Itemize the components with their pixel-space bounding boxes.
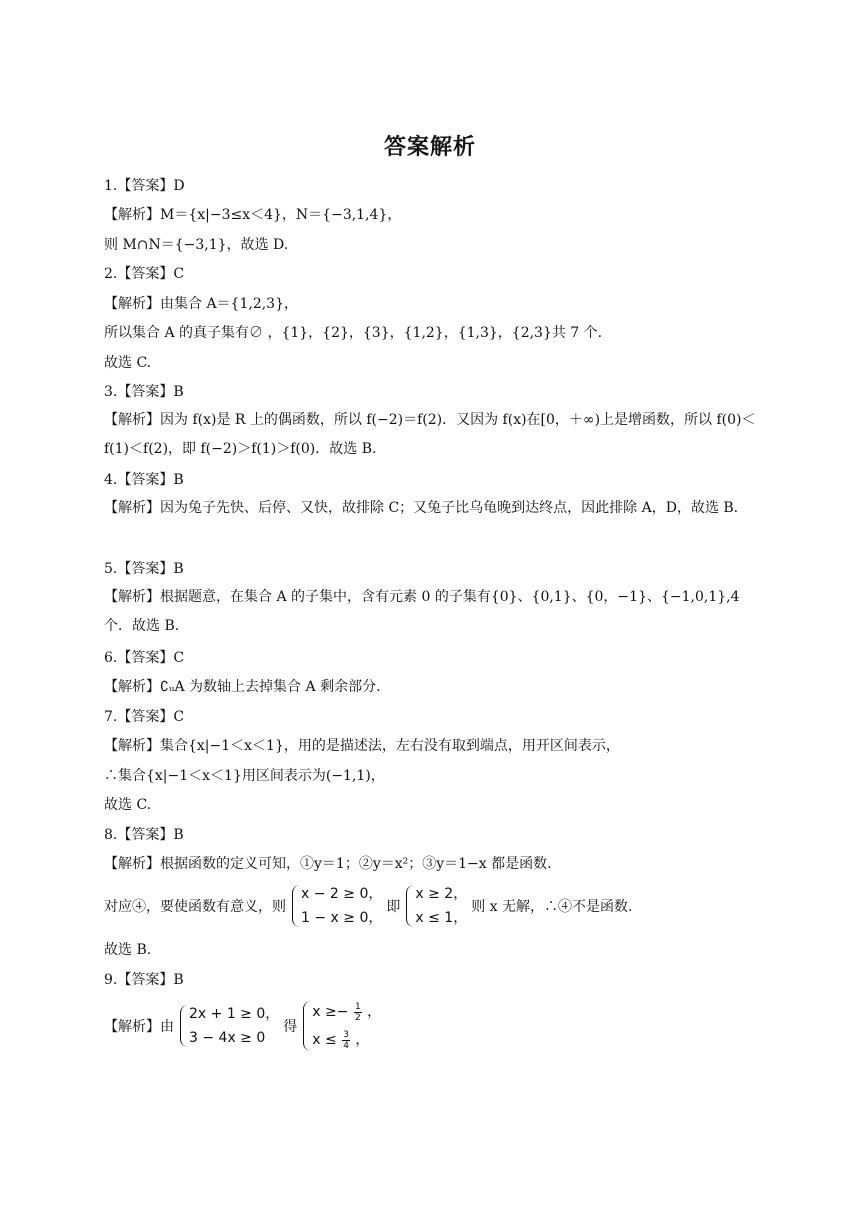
q9-system-line bbox=[104, 998, 385, 1054]
q8-sys1-row2: 1 − x ≥ 0， bbox=[301, 910, 383, 926]
fraction bbox=[342, 1030, 350, 1051]
q9-mid: 得 bbox=[283, 1019, 298, 1035]
text-line: 3.【答案】B bbox=[104, 384, 184, 400]
q9-sys2-row1 bbox=[312, 998, 381, 1026]
text-line: ∴集合{x|−1＜x＜1}用区间表示为(−1,1)， bbox=[104, 768, 385, 784]
q8-mid: 即 bbox=[386, 899, 401, 915]
text-line: 【解析】根据函数的定义可知，①y＝1；②y＝x²；③y＝1−x 都是函数. bbox=[104, 856, 552, 872]
q8-system-2 bbox=[404, 882, 467, 930]
text-line: 2.【答案】C bbox=[104, 266, 185, 282]
q8-sys2-row1: x ≥ 2， bbox=[415, 886, 468, 902]
fraction-numerator: 3 bbox=[343, 1029, 349, 1040]
q9-sys2-row1-right: ， bbox=[367, 1004, 382, 1020]
text-line: 所以集合 A 的真子集有∅ ，{1}，{2}，{3}，{1,2}，{1,3}，{2,3}共 7 个. bbox=[104, 325, 603, 341]
text-line: 9.【答案】B bbox=[104, 972, 184, 988]
q9-system-1 bbox=[178, 1002, 279, 1050]
fraction bbox=[354, 1002, 362, 1023]
text-line: 【解析】由集合 A＝{1,2,3}， bbox=[104, 296, 298, 312]
text-paragraph: 【解析】因为兔子先快、后停、又快，故排除 C；又兔子比乌龟晚到达终点，因此排除 A，D，故选 B. bbox=[104, 500, 739, 516]
text-line: 8.【答案】B bbox=[104, 827, 184, 843]
q9-sys1-row1: 2x + 1 ≥ 0， bbox=[189, 1006, 280, 1022]
text-paragraph: 【解析】根据题意，在集合 A 的子集中，含有元素 0 的子集有{0}、{0,1}、{0，−1}、{−1,0,1},4 个．故选 B. bbox=[104, 589, 740, 634]
q9-sys2-row2-right: ， bbox=[355, 1032, 370, 1048]
q8-suffix: 则 x 无解，∴④不是函数. bbox=[471, 899, 633, 915]
fraction-numerator: 1 bbox=[354, 1001, 361, 1012]
text-line: 6.【答案】C bbox=[104, 650, 185, 666]
text-line: 故选 C. bbox=[104, 355, 152, 371]
q8-prefix: 对应④，要使函数有意义，则 bbox=[104, 899, 286, 915]
q9-sys2-row2 bbox=[312, 1026, 381, 1054]
text-line: 【解析】集合{x|−1＜x＜1}，用的是描述法，左右没有取到端点，用开区间表示， bbox=[104, 738, 620, 754]
text-line: 5.【答案】B bbox=[104, 561, 184, 577]
q8-system-1 bbox=[290, 882, 382, 930]
text-line: 则 M∩N＝{−3,1}，故选 D. bbox=[104, 237, 289, 253]
text-line: 【解析】∁ᵤA 为数轴上去掉集合 A 剩余部分. bbox=[104, 679, 381, 695]
q8-system-line bbox=[104, 882, 632, 930]
q9-sys2-row2-left: x ≤ bbox=[312, 1032, 337, 1048]
q9-system-2 bbox=[301, 998, 381, 1054]
q9-sys2-row1-left: x ≥− bbox=[312, 1004, 349, 1020]
text-line: 故选 B. bbox=[104, 942, 152, 958]
text-line: 1.【答案】D bbox=[104, 178, 185, 194]
text-paragraph: 【解析】因为 f(x)是 R 上的偶函数，所以 f(−2)＝f(2)．又因为 f(x)在[0，＋∞)上是增函数，所以 f(0)＜f(1)＜f(2)，即 f(−2)＞f(1)＞f(0)．故选 B. bbox=[104, 412, 756, 457]
q9-sys1-row2: 3 − 4x ≥ 0 bbox=[189, 1030, 266, 1046]
text-line: 4.【答案】B bbox=[104, 472, 184, 488]
q8-sys2-row2: x ≤ 1， bbox=[415, 910, 468, 926]
q9-prefix: 【解析】由 bbox=[104, 1019, 174, 1035]
fraction-denominator: 2 bbox=[354, 1012, 361, 1023]
text-line: 故选 C. bbox=[104, 797, 152, 813]
q8-sys1-row1: x − 2 ≥ 0， bbox=[301, 886, 383, 902]
text-line: 【解析】M＝{x|−3≤x＜4}，N＝{−3,1,4}， bbox=[104, 207, 402, 223]
page-title: 答案解析 bbox=[383, 135, 476, 160]
fraction-denominator: 4 bbox=[343, 1040, 349, 1051]
text-line: 7.【答案】C bbox=[104, 709, 185, 725]
